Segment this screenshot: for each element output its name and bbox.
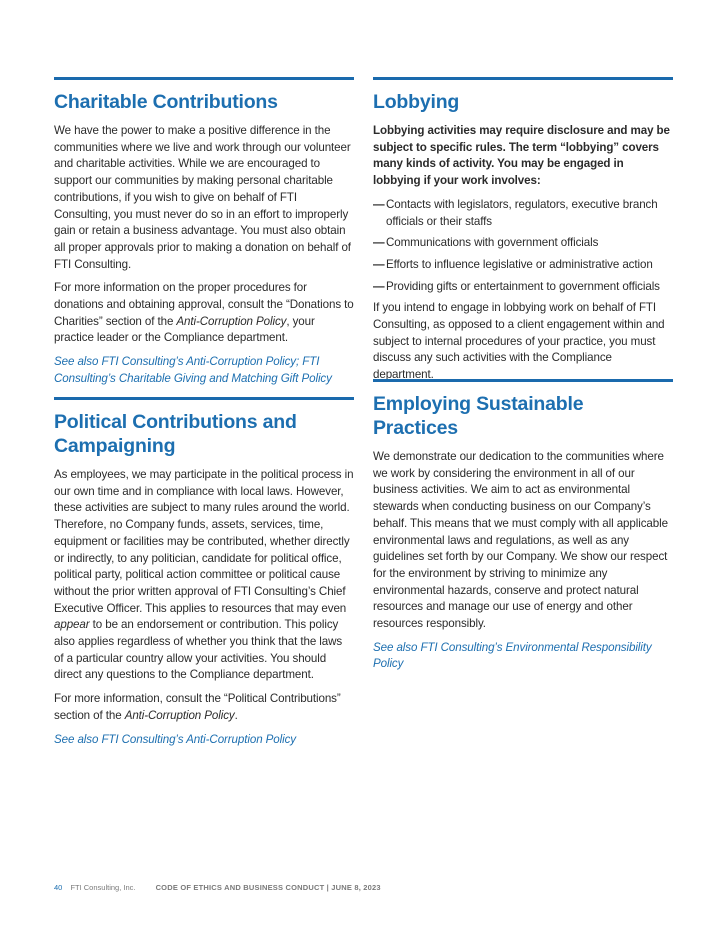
dash-icon: — xyxy=(373,197,385,211)
charitable-contributions-section xyxy=(54,77,354,388)
list-item: — Efforts to influence legislative or administrative action xyxy=(373,257,673,274)
company-name: FTI Consulting, Inc. xyxy=(70,883,136,892)
dash-icon: — xyxy=(373,236,385,250)
section-heading: Charitable Contributions xyxy=(54,91,278,113)
section-heading: Employing Sustainable Practices xyxy=(373,393,584,439)
left-column-lower xyxy=(54,397,354,755)
lobbying-section xyxy=(373,77,673,384)
right-column-lower xyxy=(373,379,673,680)
paragraph: We have the power to make a positive difference in the communities where we live and work through our volunteer and charitable activities. While we are encouraged to support our communities by making personal charitable contributions, if you wish to give on behalf of FTI Consulting, you must never do so in an effort to improperly gain or retain a business advantage. You must also obtain all proper approvals prior to making a donation on behalf of FTI Consulting. xyxy=(54,124,351,271)
see-also-link[interactable]: See also FTI Consulting’s Anti-Corruption Policy; FTI Consulting’s Charitable Giving and Matching Gift Policy xyxy=(54,355,332,385)
paragraph: For more information on the proper procedures for donations and obtaining approval, consult the “Donations to Charities” section of the Anti-Corruption Policy, your practice leader or the Compliance department. xyxy=(54,281,354,345)
sustainable-practices-section xyxy=(373,379,673,673)
intro-paragraph: Lobbying activities may require disclosure and may be subject to specific rules. The term “lobbying” covers many kinds of activity. You may be engaged in lobbying if your work involves: xyxy=(373,124,670,188)
see-also-link[interactable]: See also FTI Consulting’s Environmental Responsibility Policy xyxy=(373,640,652,671)
see-also-link[interactable]: See also FTI Consulting’s Anti-Corruption Policy xyxy=(54,732,296,746)
dash-icon: — xyxy=(373,257,385,271)
political-contributions-section xyxy=(54,397,354,748)
list-item: — Contacts with legislators, regulators, executive branch officials or their staffs xyxy=(373,197,658,228)
paragraph: As employees, we may participate in the political process in our own time and in compliance with local laws. However, these activities are subject to many rules around the world. Therefore, no Company funds, assets, services, time, equipment or facilities may be contributed, whether directly or indirectly, to any politician, candidate for political office, political party, political action committee or political cause without the prior written approval of FTI Consulting’s Chief Executive Officer. This applies to resources that may even appear to be an endorsement or contribution. This policy also applies regardless of whether you think that the laws of a particular country allow your activities. You should direct any questions to the Compliance department. xyxy=(54,468,354,682)
section-heading: Lobbying xyxy=(373,91,460,113)
document-title: CODE OF ETHICS AND BUSINESS CONDUCT | JUNE 8, 2023 xyxy=(155,883,381,892)
right-column xyxy=(373,77,673,391)
dash-icon: — xyxy=(373,279,385,293)
left-column xyxy=(54,77,354,395)
list-item: — Providing gifts or entertainment to government officials xyxy=(373,279,673,296)
paragraph: We demonstrate our dedication to the communities where we work by considering the environment in all of our business activities. We aim to act as environmental stewards when conducting business on our Company’s behalf. This means that we must comply with all applicable environmental laws and regulations, as well as any guidelines set forth by our Company. We show our respect for the environment by striving to minimize any environmental hazards, conserve and protect natural resources and manage our use of energy and other resources responsibly. xyxy=(373,450,668,631)
section-heading: Political Contributions and Campaigning xyxy=(54,411,297,457)
page-number: 40 xyxy=(54,883,63,892)
paragraph: If you intend to engage in lobbying work on behalf of FTI Consulting, as opposed to a client engagement within and subject to internal procedures of your practice, you must discuss any such activities with the Compliance department. xyxy=(373,301,665,382)
paragraph: For more information, consult the “Political Contributions” section of the Anti-Corruption Policy. xyxy=(54,692,341,722)
page-footer xyxy=(54,883,381,892)
list-item: — Communications with government officials xyxy=(373,235,673,252)
lobbying-list xyxy=(373,197,673,296)
